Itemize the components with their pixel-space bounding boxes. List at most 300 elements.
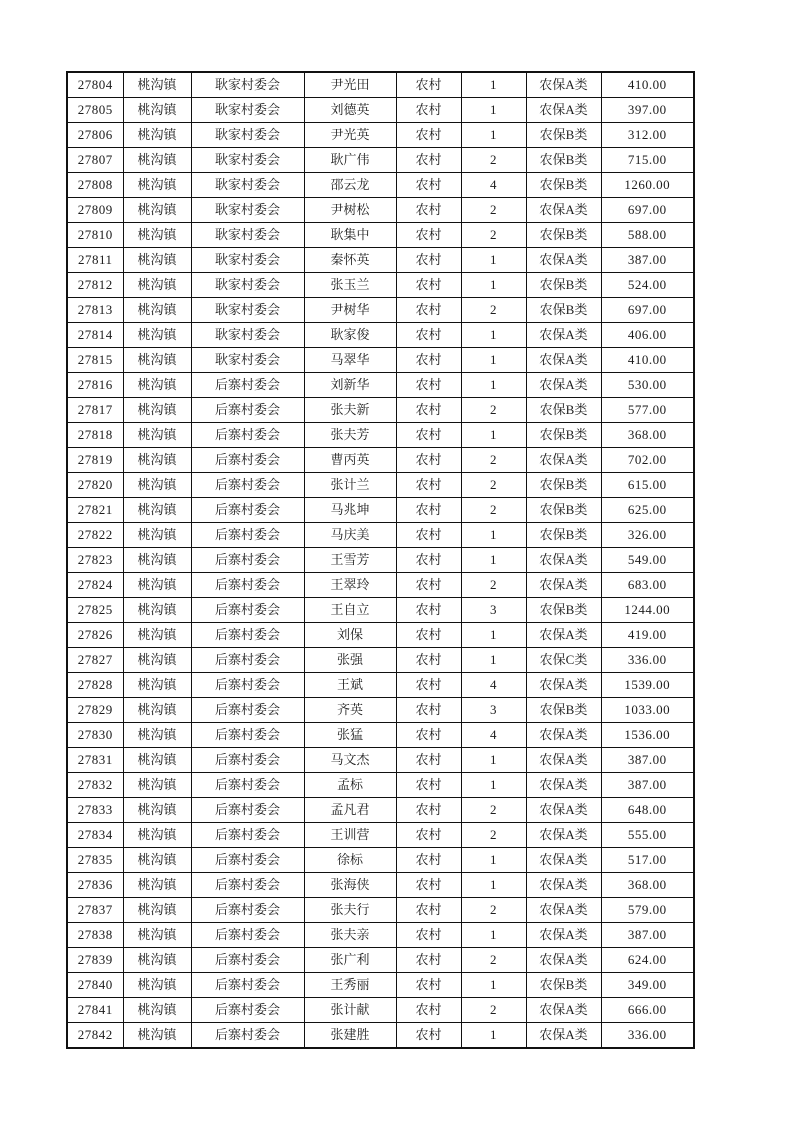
residence-type-cell: 农村: [396, 948, 461, 973]
town-cell: 桃沟镇: [123, 823, 191, 848]
person-name-cell: 刘德英: [304, 98, 396, 123]
village-committee-cell: 后寨村委会: [191, 998, 304, 1023]
record-id-cell: 27831: [67, 748, 123, 773]
insurance-category-cell: 农保C类: [526, 648, 601, 673]
table-row: [67, 998, 694, 1023]
record-id-cell: 27842: [67, 1023, 123, 1049]
record-id-cell: 27837: [67, 898, 123, 923]
person-name-cell: 徐标: [304, 848, 396, 873]
head-count-cell: 4: [461, 723, 526, 748]
record-id-cell: 27838: [67, 923, 123, 948]
insurance-category-cell: 农保B类: [526, 148, 601, 173]
head-count-cell: 1: [461, 123, 526, 148]
amount-cell: 349.00: [601, 973, 694, 998]
residence-type-cell: 农村: [396, 72, 461, 98]
table-row: [67, 523, 694, 548]
table-row: [67, 873, 694, 898]
insurance-category-cell: 农保A类: [526, 848, 601, 873]
residence-type-cell: 农村: [396, 223, 461, 248]
village-committee-cell: 后寨村委会: [191, 823, 304, 848]
residence-type-cell: 农村: [396, 298, 461, 323]
person-name-cell: 尹树华: [304, 298, 396, 323]
insurance-category-cell: 农保A类: [526, 923, 601, 948]
village-committee-cell: 后寨村委会: [191, 923, 304, 948]
town-cell: 桃沟镇: [123, 148, 191, 173]
person-name-cell: 王翠玲: [304, 573, 396, 598]
person-name-cell: 齐英: [304, 698, 396, 723]
insurance-category-cell: 农保A类: [526, 898, 601, 923]
residence-type-cell: 农村: [396, 248, 461, 273]
head-count-cell: 1: [461, 423, 526, 448]
town-cell: 桃沟镇: [123, 273, 191, 298]
residence-type-cell: 农村: [396, 323, 461, 348]
record-id-cell: 27805: [67, 98, 123, 123]
head-count-cell: 1: [461, 848, 526, 873]
town-cell: 桃沟镇: [123, 423, 191, 448]
record-id-cell: 27830: [67, 723, 123, 748]
village-committee-cell: 耿家村委会: [191, 72, 304, 98]
village-committee-cell: 后寨村委会: [191, 523, 304, 548]
table-row: [67, 273, 694, 298]
residence-type-cell: 农村: [396, 773, 461, 798]
village-committee-cell: 耿家村委会: [191, 248, 304, 273]
head-count-cell: 1: [461, 773, 526, 798]
village-committee-cell: 后寨村委会: [191, 498, 304, 523]
residence-type-cell: 农村: [396, 523, 461, 548]
head-count-cell: 2: [461, 148, 526, 173]
amount-cell: 410.00: [601, 72, 694, 98]
village-committee-cell: 后寨村委会: [191, 573, 304, 598]
table-row: [67, 548, 694, 573]
insurance-category-cell: 农保A类: [526, 373, 601, 398]
person-name-cell: 曹丙英: [304, 448, 396, 473]
residence-type-cell: 农村: [396, 698, 461, 723]
town-cell: 桃沟镇: [123, 923, 191, 948]
amount-cell: 625.00: [601, 498, 694, 523]
table-row: [67, 248, 694, 273]
town-cell: 桃沟镇: [123, 223, 191, 248]
residence-type-cell: 农村: [396, 723, 461, 748]
insurance-category-cell: 农保A类: [526, 673, 601, 698]
residence-type-cell: 农村: [396, 198, 461, 223]
head-count-cell: 2: [461, 398, 526, 423]
amount-cell: 410.00: [601, 348, 694, 373]
table-row: [67, 573, 694, 598]
amount-cell: 419.00: [601, 623, 694, 648]
head-count-cell: 1: [461, 648, 526, 673]
residence-type-cell: 农村: [396, 848, 461, 873]
insurance-category-cell: 农保A类: [526, 348, 601, 373]
table-row: [67, 148, 694, 173]
person-name-cell: 秦怀英: [304, 248, 396, 273]
person-name-cell: 耿广伟: [304, 148, 396, 173]
record-id-cell: 27834: [67, 823, 123, 848]
insurance-category-cell: 农保A类: [526, 248, 601, 273]
insurance-category-cell: 农保B类: [526, 123, 601, 148]
person-name-cell: 马庆美: [304, 523, 396, 548]
amount-cell: 336.00: [601, 1023, 694, 1049]
town-cell: 桃沟镇: [123, 798, 191, 823]
record-id-cell: 27817: [67, 398, 123, 423]
residence-type-cell: 农村: [396, 598, 461, 623]
town-cell: 桃沟镇: [123, 723, 191, 748]
table-row: [67, 173, 694, 198]
record-id-cell: 27818: [67, 423, 123, 448]
town-cell: 桃沟镇: [123, 948, 191, 973]
table-row: [67, 698, 694, 723]
insurance-category-cell: 农保A类: [526, 548, 601, 573]
residence-type-cell: 农村: [396, 973, 461, 998]
residence-type-cell: 农村: [396, 398, 461, 423]
amount-cell: 387.00: [601, 773, 694, 798]
town-cell: 桃沟镇: [123, 473, 191, 498]
amount-cell: 530.00: [601, 373, 694, 398]
head-count-cell: 2: [461, 473, 526, 498]
person-name-cell: 孟标: [304, 773, 396, 798]
residence-type-cell: 农村: [396, 123, 461, 148]
town-cell: 桃沟镇: [123, 1023, 191, 1049]
person-name-cell: 张夫亲: [304, 923, 396, 948]
table-row: [67, 223, 694, 248]
village-committee-cell: 耿家村委会: [191, 298, 304, 323]
table-row: [67, 648, 694, 673]
table-row: [67, 623, 694, 648]
amount-cell: 1244.00: [601, 598, 694, 623]
person-name-cell: 张广利: [304, 948, 396, 973]
village-committee-cell: 后寨村委会: [191, 848, 304, 873]
head-count-cell: 4: [461, 673, 526, 698]
person-name-cell: 张夫新: [304, 398, 396, 423]
insurance-category-cell: 农保A类: [526, 773, 601, 798]
insurance-category-cell: 农保A类: [526, 1023, 601, 1049]
village-committee-cell: 耿家村委会: [191, 98, 304, 123]
amount-cell: 517.00: [601, 848, 694, 873]
head-count-cell: 1: [461, 748, 526, 773]
insurance-category-cell: 农保A类: [526, 98, 601, 123]
residence-type-cell: 农村: [396, 923, 461, 948]
village-committee-cell: 后寨村委会: [191, 373, 304, 398]
person-name-cell: 马文杰: [304, 748, 396, 773]
amount-cell: 648.00: [601, 798, 694, 823]
record-id-cell: 27819: [67, 448, 123, 473]
insurance-category-cell: 农保B类: [526, 473, 601, 498]
amount-cell: 326.00: [601, 523, 694, 548]
town-cell: 桃沟镇: [123, 673, 191, 698]
head-count-cell: 2: [461, 948, 526, 973]
amount-cell: 697.00: [601, 298, 694, 323]
head-count-cell: 1: [461, 623, 526, 648]
record-id-cell: 27820: [67, 473, 123, 498]
insurance-category-cell: 农保A类: [526, 323, 601, 348]
residence-type-cell: 农村: [396, 573, 461, 598]
village-committee-cell: 后寨村委会: [191, 473, 304, 498]
village-committee-cell: 后寨村委会: [191, 673, 304, 698]
table-row: [67, 673, 694, 698]
record-id-cell: 27807: [67, 148, 123, 173]
table-row: [67, 773, 694, 798]
record-id-cell: 27835: [67, 848, 123, 873]
record-id-cell: 27829: [67, 698, 123, 723]
residence-type-cell: 农村: [396, 348, 461, 373]
head-count-cell: 1: [461, 348, 526, 373]
head-count-cell: 2: [461, 998, 526, 1023]
town-cell: 桃沟镇: [123, 448, 191, 473]
village-committee-cell: 后寨村委会: [191, 948, 304, 973]
insurance-category-cell: 农保A类: [526, 723, 601, 748]
village-committee-cell: 后寨村委会: [191, 873, 304, 898]
insurance-category-cell: 农保A类: [526, 623, 601, 648]
village-committee-cell: 耿家村委会: [191, 198, 304, 223]
head-count-cell: 2: [461, 298, 526, 323]
insurance-category-cell: 农保B类: [526, 498, 601, 523]
village-committee-cell: 后寨村委会: [191, 973, 304, 998]
town-cell: 桃沟镇: [123, 548, 191, 573]
town-cell: 桃沟镇: [123, 123, 191, 148]
head-count-cell: 3: [461, 598, 526, 623]
amount-cell: 549.00: [601, 548, 694, 573]
amount-cell: 624.00: [601, 948, 694, 973]
insurance-category-cell: 农保A类: [526, 198, 601, 223]
head-count-cell: 1: [461, 373, 526, 398]
town-cell: 桃沟镇: [123, 748, 191, 773]
amount-cell: 555.00: [601, 823, 694, 848]
amount-cell: 615.00: [601, 473, 694, 498]
residence-type-cell: 农村: [396, 823, 461, 848]
village-committee-cell: 后寨村委会: [191, 548, 304, 573]
table-row: [67, 948, 694, 973]
head-count-cell: 2: [461, 498, 526, 523]
person-name-cell: 刘新华: [304, 373, 396, 398]
record-id-cell: 27822: [67, 523, 123, 548]
residence-type-cell: 农村: [396, 623, 461, 648]
record-id-cell: 27814: [67, 323, 123, 348]
residence-type-cell: 农村: [396, 273, 461, 298]
head-count-cell: 2: [461, 898, 526, 923]
record-id-cell: 27825: [67, 598, 123, 623]
head-count-cell: 2: [461, 798, 526, 823]
head-count-cell: 3: [461, 698, 526, 723]
person-name-cell: 刘保: [304, 623, 396, 648]
table-row: [67, 1023, 694, 1049]
person-name-cell: 耿家俊: [304, 323, 396, 348]
record-id-cell: 27839: [67, 948, 123, 973]
person-name-cell: 张夫芳: [304, 423, 396, 448]
insurance-category-cell: 农保B类: [526, 523, 601, 548]
table-row: [67, 823, 694, 848]
amount-cell: 336.00: [601, 648, 694, 673]
insurance-category-cell: 农保A类: [526, 748, 601, 773]
amount-cell: 1033.00: [601, 698, 694, 723]
head-count-cell: 1: [461, 98, 526, 123]
amount-cell: 387.00: [601, 248, 694, 273]
person-name-cell: 王训营: [304, 823, 396, 848]
amount-cell: 715.00: [601, 148, 694, 173]
record-id-cell: 27804: [67, 72, 123, 98]
head-count-cell: 2: [461, 823, 526, 848]
record-id-cell: 27813: [67, 298, 123, 323]
head-count-cell: 1: [461, 323, 526, 348]
record-id-cell: 27809: [67, 198, 123, 223]
amount-cell: 683.00: [601, 573, 694, 598]
residence-type-cell: 农村: [396, 798, 461, 823]
person-name-cell: 尹光田: [304, 72, 396, 98]
town-cell: 桃沟镇: [123, 773, 191, 798]
insurance-category-cell: 农保B类: [526, 223, 601, 248]
record-id-cell: 27832: [67, 773, 123, 798]
village-committee-cell: 后寨村委会: [191, 423, 304, 448]
residence-type-cell: 农村: [396, 173, 461, 198]
head-count-cell: 1: [461, 548, 526, 573]
residence-type-cell: 农村: [396, 748, 461, 773]
table-row: [67, 598, 694, 623]
person-name-cell: 张建胜: [304, 1023, 396, 1049]
residence-type-cell: 农村: [396, 448, 461, 473]
town-cell: 桃沟镇: [123, 198, 191, 223]
person-name-cell: 张玉兰: [304, 273, 396, 298]
village-committee-cell: 后寨村委会: [191, 1023, 304, 1049]
insurance-category-cell: 农保A类: [526, 448, 601, 473]
person-name-cell: 尹树松: [304, 198, 396, 223]
residence-type-cell: 农村: [396, 998, 461, 1023]
town-cell: 桃沟镇: [123, 398, 191, 423]
amount-cell: 387.00: [601, 923, 694, 948]
town-cell: 桃沟镇: [123, 848, 191, 873]
town-cell: 桃沟镇: [123, 648, 191, 673]
amount-cell: 1536.00: [601, 723, 694, 748]
head-count-cell: 1: [461, 248, 526, 273]
record-id-cell: 27833: [67, 798, 123, 823]
table-row: [67, 473, 694, 498]
amount-cell: 524.00: [601, 273, 694, 298]
record-id-cell: 27841: [67, 998, 123, 1023]
person-name-cell: 马兆坤: [304, 498, 396, 523]
table-row: [67, 72, 694, 98]
amount-cell: 397.00: [601, 98, 694, 123]
amount-cell: 702.00: [601, 448, 694, 473]
amount-cell: 697.00: [601, 198, 694, 223]
person-name-cell: 邵云龙: [304, 173, 396, 198]
table-row: [67, 448, 694, 473]
head-count-cell: 4: [461, 173, 526, 198]
table-row: [67, 198, 694, 223]
town-cell: 桃沟镇: [123, 873, 191, 898]
residence-type-cell: 农村: [396, 548, 461, 573]
table-row: [67, 848, 694, 873]
person-name-cell: 张夫行: [304, 898, 396, 923]
insurance-category-cell: 农保A类: [526, 72, 601, 98]
insurance-category-cell: 农保A类: [526, 998, 601, 1023]
head-count-cell: 1: [461, 72, 526, 98]
head-count-cell: 2: [461, 448, 526, 473]
village-committee-cell: 后寨村委会: [191, 598, 304, 623]
town-cell: 桃沟镇: [123, 98, 191, 123]
town-cell: 桃沟镇: [123, 373, 191, 398]
record-id-cell: 27824: [67, 573, 123, 598]
village-committee-cell: 后寨村委会: [191, 798, 304, 823]
residence-type-cell: 农村: [396, 1023, 461, 1049]
village-committee-cell: 耿家村委会: [191, 273, 304, 298]
record-id-cell: 27821: [67, 498, 123, 523]
town-cell: 桃沟镇: [123, 973, 191, 998]
amount-cell: 312.00: [601, 123, 694, 148]
person-name-cell: 张计兰: [304, 473, 396, 498]
person-name-cell: 王雪芳: [304, 548, 396, 573]
amount-cell: 387.00: [601, 748, 694, 773]
town-cell: 桃沟镇: [123, 72, 191, 98]
record-id-cell: 27840: [67, 973, 123, 998]
table-row: [67, 798, 694, 823]
residence-type-cell: 农村: [396, 473, 461, 498]
village-committee-cell: 后寨村委会: [191, 748, 304, 773]
insurance-category-cell: 农保B类: [526, 273, 601, 298]
head-count-cell: 2: [461, 198, 526, 223]
head-count-cell: 1: [461, 523, 526, 548]
table-row: [67, 723, 694, 748]
head-count-cell: 1: [461, 923, 526, 948]
town-cell: 桃沟镇: [123, 173, 191, 198]
insurance-category-cell: 农保B类: [526, 398, 601, 423]
amount-cell: 577.00: [601, 398, 694, 423]
table-row: [67, 98, 694, 123]
village-committee-cell: 后寨村委会: [191, 648, 304, 673]
insurance-category-cell: 农保A类: [526, 873, 601, 898]
record-id-cell: 27812: [67, 273, 123, 298]
village-committee-cell: 后寨村委会: [191, 398, 304, 423]
person-name-cell: 张强: [304, 648, 396, 673]
town-cell: 桃沟镇: [123, 523, 191, 548]
town-cell: 桃沟镇: [123, 323, 191, 348]
town-cell: 桃沟镇: [123, 898, 191, 923]
village-committee-cell: 耿家村委会: [191, 323, 304, 348]
residence-type-cell: 农村: [396, 498, 461, 523]
village-committee-cell: 后寨村委会: [191, 898, 304, 923]
record-id-cell: 27806: [67, 123, 123, 148]
insurance-category-cell: 农保A类: [526, 573, 601, 598]
record-id-cell: 27836: [67, 873, 123, 898]
record-id-cell: 27827: [67, 648, 123, 673]
residence-type-cell: 农村: [396, 898, 461, 923]
village-committee-cell: 耿家村委会: [191, 173, 304, 198]
village-committee-cell: 后寨村委会: [191, 698, 304, 723]
person-name-cell: 张海侠: [304, 873, 396, 898]
amount-cell: 1539.00: [601, 673, 694, 698]
person-name-cell: 王斌: [304, 673, 396, 698]
table-row: [67, 323, 694, 348]
town-cell: 桃沟镇: [123, 998, 191, 1023]
record-id-cell: 27826: [67, 623, 123, 648]
record-id-cell: 27816: [67, 373, 123, 398]
insurance-category-cell: 农保B类: [526, 598, 601, 623]
village-committee-cell: 耿家村委会: [191, 123, 304, 148]
insurance-category-cell: 农保A类: [526, 798, 601, 823]
village-committee-cell: 后寨村委会: [191, 773, 304, 798]
record-id-cell: 27811: [67, 248, 123, 273]
town-cell: 桃沟镇: [123, 573, 191, 598]
table-row: [67, 123, 694, 148]
person-name-cell: 王秀丽: [304, 973, 396, 998]
amount-cell: 579.00: [601, 898, 694, 923]
insurance-category-cell: 农保B类: [526, 298, 601, 323]
record-id-cell: 27810: [67, 223, 123, 248]
insurance-category-cell: 农保A类: [526, 823, 601, 848]
town-cell: 桃沟镇: [123, 298, 191, 323]
village-committee-cell: 后寨村委会: [191, 448, 304, 473]
person-name-cell: 王自立: [304, 598, 396, 623]
table-row: [67, 498, 694, 523]
head-count-cell: 1: [461, 1023, 526, 1049]
person-name-cell: 孟凡君: [304, 798, 396, 823]
record-id-cell: 27815: [67, 348, 123, 373]
